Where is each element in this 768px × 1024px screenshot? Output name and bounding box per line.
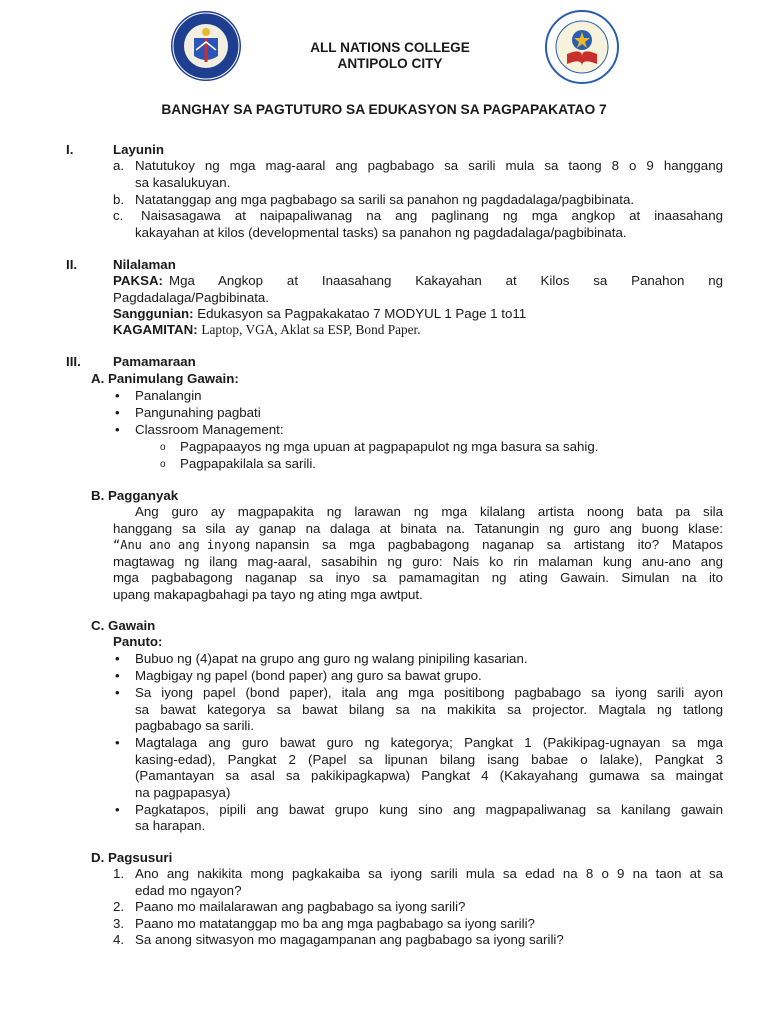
- kagamitan-label: KAGAMITAN:: [113, 322, 198, 337]
- bullet-item: Panalangin: [135, 388, 202, 403]
- bullet-icon: •: [115, 405, 120, 420]
- list-item: Natutukoy ng mga mag-aaral ang pagbabago sa sarili mula sa taong 8 o 9 hanggang: [135, 158, 723, 173]
- list-mark: c.: [113, 208, 124, 223]
- section-heading: Pamamaraan: [113, 354, 196, 369]
- bullet-item: Pangunahing pagbati: [135, 405, 261, 420]
- list-item: Natatanggap ang mga pagbabago sa sarili sa panahon ng pagdadalaga/pagbibinata.: [135, 192, 635, 207]
- bullet-icon: •: [115, 685, 120, 700]
- bullet-item-continued: pagbabago sa sarili.: [135, 718, 255, 733]
- question-item: Paano mo mailalarawan ang pagbabago sa iyong sarili?: [135, 899, 466, 914]
- pagganyak-line: magtawag ng ilang mag-aaral, sasabihin ng guro: Nais ko rin malaman kung anu-ano ang: [113, 554, 723, 569]
- bullet-icon: •: [115, 651, 120, 666]
- list-item-continued: kakayahan at kilos (developmental tasks) sa panahon ng pagdadalaga/pagbibinata.: [135, 225, 627, 240]
- list-item: Naisasagawa at naipapaliwanag na ang paglinang ng mga angkop at inaasahang: [141, 208, 723, 223]
- school-name: ALL NATIONS COLLEGE: [310, 40, 470, 55]
- college-seal-logo: [545, 10, 619, 84]
- paksa-label: PAKSA:: [113, 273, 163, 288]
- sub-bullet-icon: o: [160, 459, 166, 470]
- subsection-heading-d: D. Pagsusuri: [91, 850, 173, 865]
- bullet-item-continued: sa harapan.: [135, 818, 206, 833]
- bullet-item-continued: (Pamantayan sa asal sa pakikipagkapwa) Pangkat 4 (Kakayahang gumawa sa maingat: [135, 768, 723, 783]
- section-numeral: I.: [66, 142, 74, 157]
- pagganyak-line: [113, 537, 723, 554]
- sanggunian-label: Sanggunian:: [113, 306, 194, 321]
- bullet-item: Pagkatapos, pipili ang bawat grupo kung sino ang magpapaliwanag sa kanilang gawain: [135, 802, 723, 817]
- list-mark: a.: [113, 158, 125, 173]
- pagganyak-text: napansin sa mga pagbabagong naganap sa artistang ito? Matapos: [255, 537, 723, 552]
- paksa-text-continued: Pagdadalaga/Pagbibinata.: [113, 290, 270, 305]
- sanggunian-line: [113, 306, 723, 323]
- paksa-line: [113, 273, 723, 290]
- subsection-heading-a: A. Panimulang Gawain:: [91, 371, 239, 386]
- list-item-continued: sa kasalukuyan.: [135, 175, 231, 190]
- bullet-item-continued: na pagpapasya): [135, 785, 231, 800]
- kagamitan-line: [113, 322, 723, 339]
- sub-bullet-item: Pagpapakilala sa sarili.: [180, 456, 317, 471]
- bullet-item: Classroom Management:: [135, 422, 284, 437]
- school-city: ANTIPOLO CITY: [337, 56, 443, 71]
- bullet-icon: •: [115, 735, 120, 750]
- section-heading: Nilalaman: [113, 257, 176, 272]
- bullet-icon: •: [115, 668, 120, 683]
- question-item-continued: edad mo ngayon?: [135, 883, 242, 898]
- sub-bullet-item: Pagpapaayos ng mga upuan at pagpapapulot ng mga basura sa sahig.: [180, 439, 599, 454]
- sub-bullet-icon: o: [160, 442, 166, 453]
- pagganyak-quote: “Anu ano ang inyong: [113, 538, 251, 552]
- section-numeral: III.: [66, 354, 81, 369]
- deped-seal-logo: [170, 10, 242, 82]
- bullet-icon: •: [115, 388, 120, 403]
- panuto-label: Panuto:: [113, 634, 163, 649]
- question-number: 3.: [113, 916, 125, 931]
- sanggunian-text: Edukasyon sa Pagpakakatao 7 MODYUL 1 Page 1 to11: [197, 306, 527, 321]
- section-numeral: II.: [66, 257, 78, 272]
- bullet-icon: •: [115, 422, 120, 437]
- bullet-item: Bubuo ng (4)apat na grupo ang guro ng walang pinipiling kasarian.: [135, 651, 528, 666]
- bullet-item: Magtalaga ang guro bawat guro ng kategorya; Pangkat 1 (Pakikipag-ugnayan sa mga: [135, 735, 723, 750]
- list-mark: b.: [113, 192, 125, 207]
- document-title: BANGHAY SA PAGTUTURO SA EDUKASYON SA PAGPAPAKATAO 7: [161, 102, 607, 117]
- pagganyak-line: Ang guro ay magpapakita ng larawan ng mga kilalang artista noong bata pa sila: [135, 504, 723, 519]
- question-item: Ano ang nakikita mong pagkakaiba sa iyong sarili mula sa edad na 8 o 9 na taon at sa: [135, 866, 723, 881]
- bullet-item: Sa iyong papel (bond paper), itala ang mga positibong pagbabago sa iyong sarili ayon: [135, 685, 723, 700]
- kagamitan-text: Laptop, VGA, Aklat sa ESP, Bond Paper.: [201, 322, 421, 337]
- bullet-item: Magbigay ng papel (bond paper) ang guro sa bawat grupo.: [135, 668, 482, 683]
- bullet-item-continued: kasing-edad), Pangkat 2 (Papel sa lipunan bilang isang babae o lalake), Pangkat 3: [135, 752, 723, 767]
- question-item: Sa anong sitwasyon mo magagampanan ang pagbabago sa iyong sarili?: [135, 932, 564, 947]
- pagganyak-line: hanggang sa sila ay ganap na dalaga at binata na. Tatanungin ng guro ang buong klase:: [113, 521, 723, 536]
- subsection-heading-c: C. Gawain: [91, 618, 156, 633]
- bullet-icon: •: [115, 802, 120, 817]
- question-number: 2.: [113, 899, 125, 914]
- question-number: 4.: [113, 932, 125, 947]
- question-number: 1.: [113, 866, 125, 881]
- question-item: Paano mo matatanggap mo ba ang mga pagbabago sa iyong sarili?: [135, 916, 535, 931]
- section-heading: Layunin: [113, 142, 164, 157]
- pagganyak-line: upang makapagbahagi pa tayo ng ating mga awtput.: [113, 587, 423, 602]
- paksa-text: Mga Angkop at Inaasahang Kakayahan at Kilos sa Panahon ng: [169, 273, 723, 288]
- pagganyak-line: mga pagbabagong naganap sa inyo sa pamamagitan ng ating Gawain. Simulan na ito: [113, 570, 723, 585]
- subsection-heading-b: B. Pagganyak: [91, 488, 179, 503]
- bullet-item-continued: sa bawat kategorya sa bawat bilang sa na makikita sa projector. Magtala ng tatlong: [135, 702, 723, 717]
